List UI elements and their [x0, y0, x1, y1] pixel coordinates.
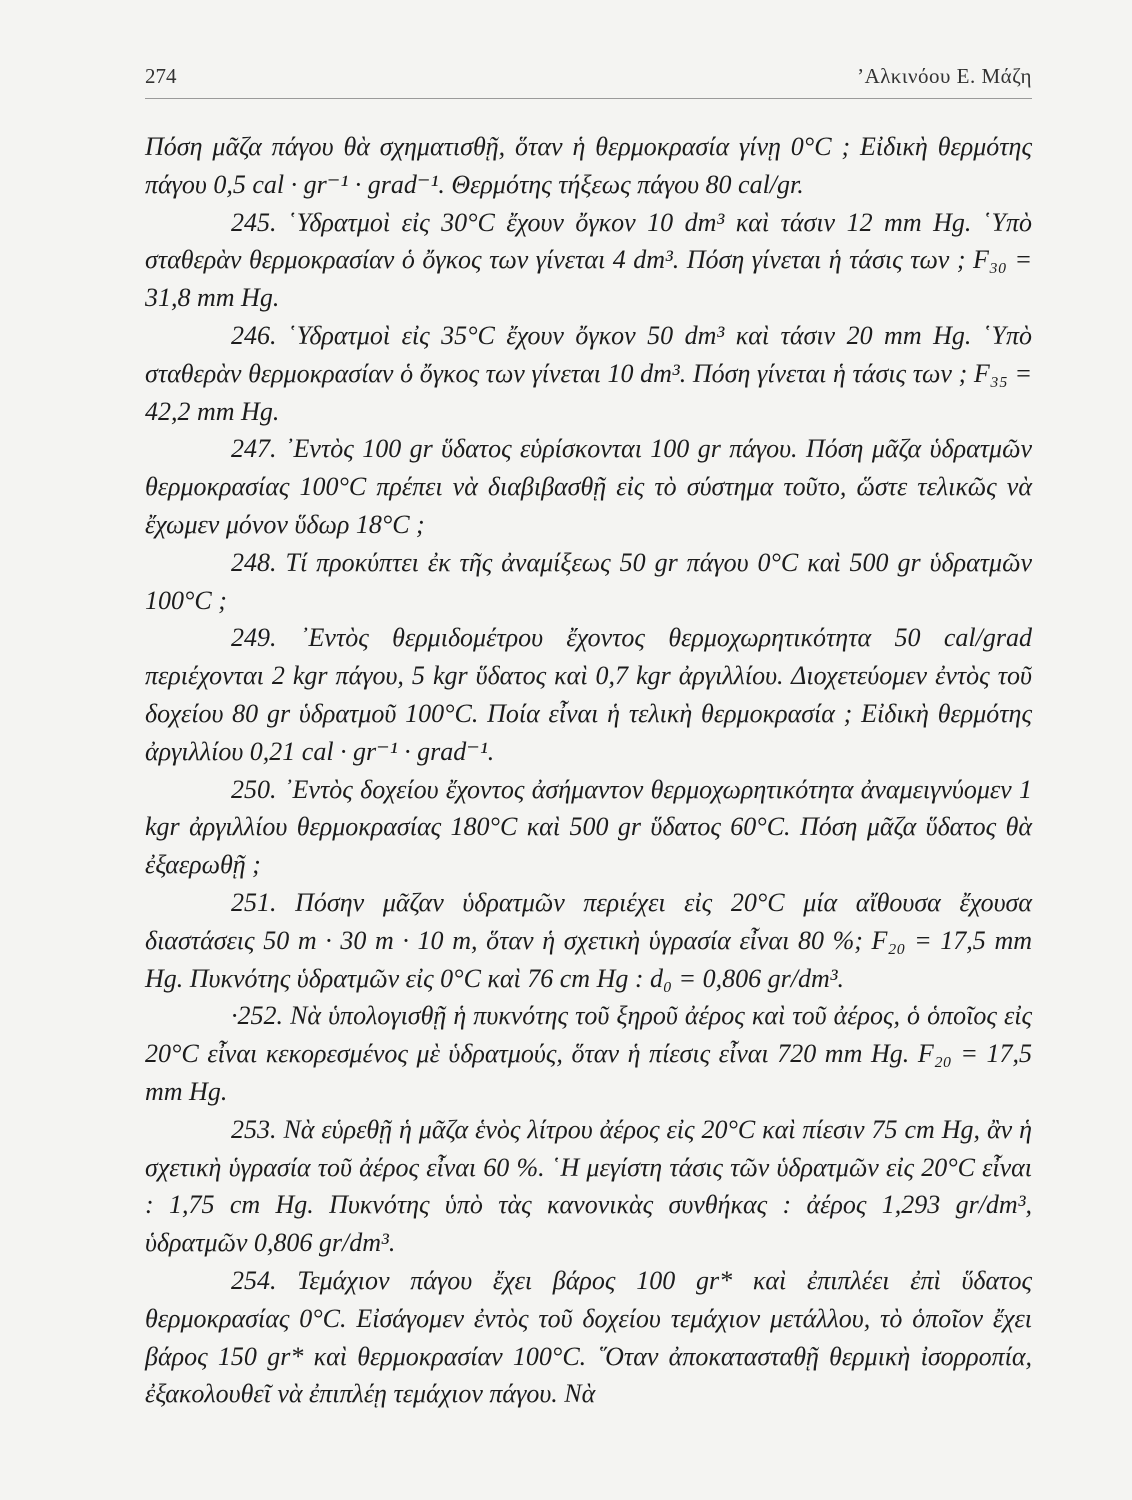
header-rule: [145, 98, 1032, 99]
problem-text: ῾Υδρατμοὶ εἰς 35°C ἔχουν ὄγκον 50 dm³ καὶ τάσιν 20 mm Hg. ῾Υπὸ σταθερὰν θερμοκρασίαν ὁ ὄγκος των γίνεται 10 dm³. Πόση γίνεται ἡ τάσις των ; F₃₅ = 42,2 mm Hg.: [145, 320, 1032, 426]
problem-252: [145, 997, 1032, 1110]
problem-text: Τί προκύπτει ἐκ τῆς ἀναμίξεως 50 gr πάγου 0°C καὶ 500 gr ὑδρατμῶν 100°C ;: [145, 547, 1033, 615]
page-number: 274: [145, 64, 177, 88]
problem-text: Τεμάχιον πάγου ἔχει βάρος 100 gr* καὶ ἐπιπλέει ἐπὶ ὕδατος θερμοκρασίας 0°C. Εἰσάγομεν ἐντὸς τοῦ δοχείου τεμάχιον μετάλλου, τὸ ὁποῖον ἔχει βάρος 150 gr* καὶ θερμοκρασίαν 100°C. ῞Οταν ἀποκατασταθῇ θερμικὴ ἰσορροπία, ἐξακολουθεῖ νὰ ἐπιπλέῃ τεμάχιον πάγου. Νὰ: [145, 1265, 1032, 1409]
problem-number: ·252.: [231, 1001, 283, 1031]
problem-number: 250.: [231, 774, 277, 804]
problem-249: [145, 619, 1032, 770]
problem-text: Νὰ εὑρεθῇ ἡ μᾶζα ἑνὸς λίτρου ἀέρος εἰς 20°C καὶ πίεσιν 75 cm Hg, ἂν ἡ σχετικὴ ὑγρασία τοῦ ἀέρος εἶναι 60 %. ῾Η μεγίστη τάσις τῶν ὑδρατμῶν εἰς 20°C εἶναι : 1,75 cm Hg. Πυκνότης ὑπὸ τὰς κανονικὰς συνθήκας : ἀέρος 1,293 gr/dm³, ὑδρατμῶν 0,806 gr/dm³.: [145, 1114, 1032, 1258]
running-title: ’Αλκινόου Ε. Μάζη: [857, 64, 1032, 88]
problem-text: Νὰ ὑπολογισθῇ ἡ πυκνότης τοῦ ξηροῦ ἀέρος καὶ τοῦ ἀέρος, ὁ ὁποῖος εἰς 20°C εἶναι κεκορεσμένος μὲ ὑδρατμούς, ὅταν ἡ πίεσις εἶναι 720 mm Hg. F₂₀ = 17,5 mm Hg.: [145, 1001, 1032, 1106]
problem-text: Πόσην μᾶζαν ὑδρατμῶν περιέχει εἰς 20°C μία αἴθουσα ἔχουσα διαστάσεις 50 m · 30 m · 10 m, ὅταν ἡ σχετικὴ ὑγρασία εἶναι 80 %; F₂₀ = 17,5 mm Hg. Πυκνότης ὑδρατμῶν εἰς 0°C καὶ 76 cm Hg : d₀ = 0,806 gr/dm³.: [145, 887, 1032, 993]
problem-253: [145, 1111, 1032, 1262]
problem-text: ᾿Εντὸς 100 gr ὕδατος εὑρίσκονται 100 gr πάγου. Πόση μᾶζα ὑδρατμῶν θερμοκρασίας 100°C πρέπει νὰ διαβιβασθῇ εἰς τὸ σύστημα τοῦτο, ὥστε τελικῶς νὰ ἔχωμεν μόνον ὕδωρ 18°C ;: [145, 434, 1032, 539]
problem-continuation: [145, 128, 1032, 204]
problem-246: [145, 317, 1032, 430]
problem-254: [145, 1262, 1032, 1413]
problem-250: [145, 771, 1032, 884]
problem-245: [145, 204, 1032, 317]
problem-number: 249.: [231, 623, 277, 653]
problem-text: ᾿Εντὸς δοχείου ἔχοντος ἀσήμαντον θερμοχωρητικότητα ἀναμειγνύομεν 1 kgr ἀργιλλίου θερμοκρασίας 180°C καὶ 500 gr ὕδατος 60°C. Πόση μᾶζα ὕδατος θὰ ἐξαερωθῇ ;: [145, 774, 1033, 880]
page-header: [145, 64, 1032, 94]
problem-248: [145, 544, 1032, 620]
problem-number: 254.: [231, 1265, 277, 1295]
problem-number: 247.: [231, 434, 277, 464]
problem-247: [145, 430, 1032, 543]
problem-251: [145, 884, 1032, 997]
page-body: [145, 128, 1032, 1413]
problem-number: 253.: [231, 1114, 277, 1144]
problem-text: ῾Υδρατμοὶ εἰς 30°C ἔχουν ὄγκον 10 dm³ καὶ τάσιν 12 mm Hg. ῾Υπὸ σταθερὰν θερμοκρασίαν ὁ ὄγκος των γίνεται 4 dm³. Πόση γίνεται ἡ τάσις των ; F₃₀ = 31,8 mm Hg.: [145, 207, 1032, 313]
problem-number: 251.: [231, 887, 277, 917]
problem-number: 245.: [231, 207, 277, 237]
problem-text: ᾿Εντὸς θερμιδομέτρου ἔχοντος θερμοχωρητικότητα 50 cal/grad περιέχονται 2 kgr πάγου, 5 kgr ὕδατος καὶ 0,7 kgr ἀργιλλίου. Διοχετεύομεν ἐντὸς τοῦ δοχείου 80 gr ὑδρατμοῦ 100°C. Ποία εἶναι ἡ τελικὴ θερμοκρασία ; Εἰδικὴ θερμότης ἀργιλλίου 0,21 cal · gr⁻¹ · grad⁻¹.: [145, 623, 1033, 766]
problem-number: 248.: [231, 547, 277, 577]
problem-number: 246.: [231, 320, 277, 350]
problem-text: Πόση μᾶζα πάγου θὰ σχηματισθῇ, ὅταν ἡ θερμοκρασία γίνῃ 0°C ; Εἰδικὴ θερμότης πάγου 0,5 cal · gr⁻¹ · grad⁻¹. Θερμότης τήξεως πάγου 80 cal/gr.: [145, 132, 1032, 199]
